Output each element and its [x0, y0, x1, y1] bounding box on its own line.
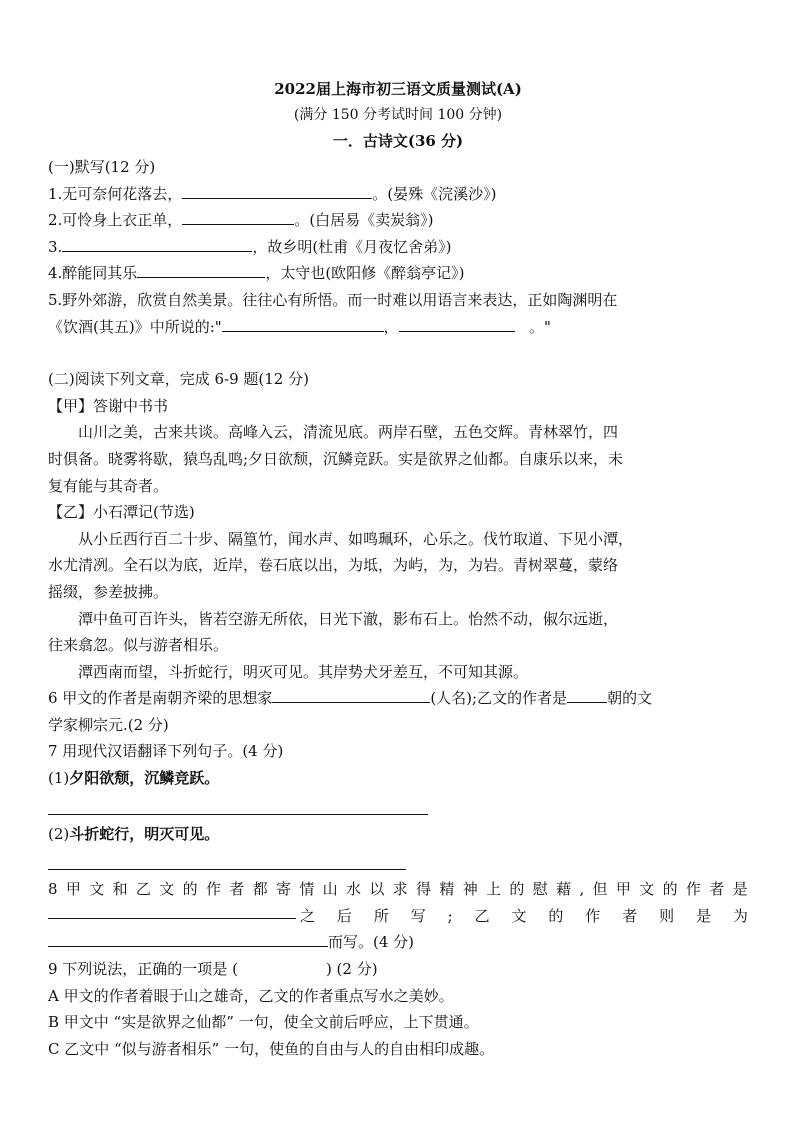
q8-char: 但: [592, 880, 608, 899]
q3-suffix: ，故乡明(杜甫《月夜忆舍弟》): [252, 237, 452, 256]
q7-1-number: (1): [48, 769, 70, 788]
passage-yi-line: 往来翕忽。似与游者相乐。: [48, 636, 229, 655]
question-9: [48, 956, 748, 983]
q8-char: 作: [585, 906, 601, 925]
exam-title: 2022届上海市初三语文质量测试(A): [274, 80, 522, 98]
q8-char: 寄: [275, 880, 291, 899]
q8-char: 者: [229, 880, 245, 899]
q8-char: 慰: [532, 880, 548, 899]
q6-suffix: 朝的文: [607, 689, 653, 708]
q8-char: 的: [509, 880, 525, 899]
q8-char: 甲: [65, 880, 81, 899]
q5-answer-blank-1[interactable]: [222, 316, 384, 332]
q8-char: 以: [369, 880, 385, 899]
q8-char: 文: [159, 880, 175, 899]
passage-yi-line: 水尤清冽。全石以为底，近岸，卷石底以出，为坻，为屿，为，为岩。青树翠蔓，蒙络: [48, 556, 619, 575]
q8-char: 乙: [135, 880, 151, 899]
q8-char: 文: [511, 906, 527, 925]
q8-char: ;: [447, 906, 453, 925]
question-1: [48, 181, 748, 208]
q8-char: 8: [48, 880, 58, 899]
q8-char: 精: [439, 880, 455, 899]
q8-char: 藉: [556, 880, 572, 899]
question-7-2: [48, 821, 748, 848]
q4-suffix: ，太守也(欧阳修《醉翁亭记》): [265, 264, 465, 283]
q7-1-answer-line[interactable]: [48, 792, 428, 815]
q4-answer-blank[interactable]: [137, 262, 265, 278]
q8-char: 文: [639, 880, 655, 899]
q6-middle: (人名);乙文的作者是: [430, 689, 568, 708]
q7-1-sentence: 夕阳欲颓，沉鳞竞跃。: [69, 769, 220, 788]
q4-prefix: 4.醉能同其乐: [48, 264, 138, 283]
passage-yi-line: 潭中鱼可百许头，皆若空游无所依，日光下澈，影布石上。怡然不动，俶尔远逝，: [78, 609, 619, 628]
passage-jia-line: 复有能与其奇者。: [48, 476, 169, 495]
q7-2-number: (2): [48, 824, 70, 843]
q8-char: ,: [579, 880, 585, 899]
q8-char: 是: [696, 906, 712, 925]
q2-answer-blank[interactable]: [182, 209, 294, 225]
q5-suffix: 。": [529, 317, 551, 336]
q5-prefix: 《饮酒(其五)》中所说的:": [48, 317, 222, 336]
q8-char: 情: [299, 880, 315, 899]
q8-char: 上: [486, 880, 502, 899]
q5-answer-blank-2[interactable]: [399, 316, 515, 332]
q8-char: 甲: [615, 880, 631, 899]
question-4: [48, 260, 748, 287]
q8-answer-blank-2[interactable]: [48, 931, 328, 947]
q8-char: 的: [548, 906, 564, 925]
q8-char: 是: [732, 880, 748, 899]
question-7: 7 用现代汉语翻译下列句子。(4 分): [48, 742, 284, 761]
q3-answer-blank[interactable]: [62, 236, 252, 252]
option-b: B 甲文中 “实是欲界之仙都” 一句，使全文前后呼应，上下贯通。: [48, 1013, 479, 1032]
passage-yi-line: 潭西南而望，斗折蛇行，明灭可见。其岸势犬牙差互，不可知其源。: [78, 662, 529, 681]
option-a: A 甲文的作者着眼于山之雄奇，乙文的作者重点写水之美妙。: [48, 986, 454, 1005]
q8-char: 为: [732, 906, 748, 925]
question-8-line3: [48, 929, 748, 956]
q8-char: 得: [416, 880, 432, 899]
q6-answer-blank-2[interactable]: [567, 687, 607, 703]
question-5-line2: [48, 314, 748, 341]
exam-page: [48, 76, 748, 1062]
q8-char: 的: [662, 880, 678, 899]
q8-line2-text: [300, 903, 748, 930]
question-8-line1: [48, 876, 748, 903]
q8-answer-blank-1[interactable]: [48, 903, 296, 919]
question-6-line2: 学家柳宗元.(2 分): [48, 715, 169, 734]
q9-suffix: ) (2 分): [325, 960, 378, 979]
q8-char: 乙: [474, 906, 490, 925]
q8-char: 则: [659, 906, 675, 925]
q2-suffix: 。(白居易《卖炭翁》): [294, 211, 434, 230]
passage-yi-title: 【乙】小石潭记(节选): [48, 503, 195, 522]
q8-char: 水: [346, 880, 362, 899]
q3-prefix: 3.: [48, 237, 63, 256]
q8-char: 作: [205, 880, 221, 899]
q2-prefix: 2.可怜身上衣正单，: [48, 211, 183, 230]
q8-char: 者: [622, 906, 638, 925]
q1-prefix: 1.无可奈何花落去，: [48, 184, 183, 203]
q8-char: 者: [709, 880, 725, 899]
q6-answer-blank-1[interactable]: [272, 687, 430, 703]
option-c: C 乙文中 “似与游者相乐” 一句，使鱼的自由与人的自由相印成趣。: [48, 1039, 495, 1058]
q8-char: 山: [322, 880, 338, 899]
q8-char: 求: [392, 880, 408, 899]
q8-char: 所: [373, 906, 389, 925]
passage-yi-line: 从小丘西行百二十步、隔篁竹，闻水声、如鸣珮环，心乐之。伐竹取道、下见小潭，: [78, 529, 634, 548]
q8-char: 和: [112, 880, 128, 899]
q7-2-sentence: 斗折蛇行，明灭可见。: [69, 824, 220, 843]
passage-yi-line: 摇缀，参差披拂。: [48, 582, 169, 601]
q8-char: 文: [89, 880, 105, 899]
part1-heading: (一)默写(12 分): [48, 158, 156, 176]
q8-char: 作: [685, 880, 701, 899]
question-8-line2: [48, 903, 748, 930]
q8-char: 神: [462, 880, 478, 899]
q5-comma: ，: [383, 317, 399, 336]
passage-jia-title: 【甲】答谢中书书: [48, 396, 169, 415]
q8-suffix: 而写。(4 分): [328, 933, 415, 952]
q8-char: 写: [410, 906, 426, 925]
passage-jia-line: 时俱备。晓雾将歇，猿鸟乱鸣;夕日欲颓，沉鳞竞跃。实是欲界之仙都。自康乐以来，未: [48, 449, 624, 468]
q9-prompt: 9 下列说法，正确的一项是 (: [48, 960, 238, 979]
question-6: [48, 685, 748, 712]
q6-prefix: 6 甲文的作者是南朝齐梁的思想家: [48, 689, 273, 708]
q7-2-answer-line[interactable]: [48, 847, 406, 870]
question-5-line1: 5.野外郊游，欣赏自然美景。往往心有所悟。而一时难以用语言来表达，正如陶渊明在: [48, 290, 618, 309]
q8-char: 之: [300, 906, 316, 925]
q1-suffix: 。(晏殊《浣溪沙》): [372, 184, 497, 203]
part2-heading: (二)阅读下列文章，完成 6-9 题(12 分): [48, 370, 309, 389]
question-2: [48, 207, 748, 234]
q8-char: 的: [182, 880, 198, 899]
q8-char: 都: [252, 880, 268, 899]
q8-char: 后: [336, 906, 352, 925]
section-heading: 一．古诗文(36 分): [332, 132, 464, 150]
exam-subtitle: (满分 150 分考试时间 100 分钟): [293, 107, 503, 123]
q1-answer-blank[interactable]: [182, 183, 372, 199]
question-3: [48, 234, 748, 261]
question-7-1: [48, 765, 748, 792]
passage-jia-line: 山川之美，古来共谈。高峰入云，清流见底。两岸石壁，五色交辉。青林翠竹，四: [78, 423, 619, 442]
